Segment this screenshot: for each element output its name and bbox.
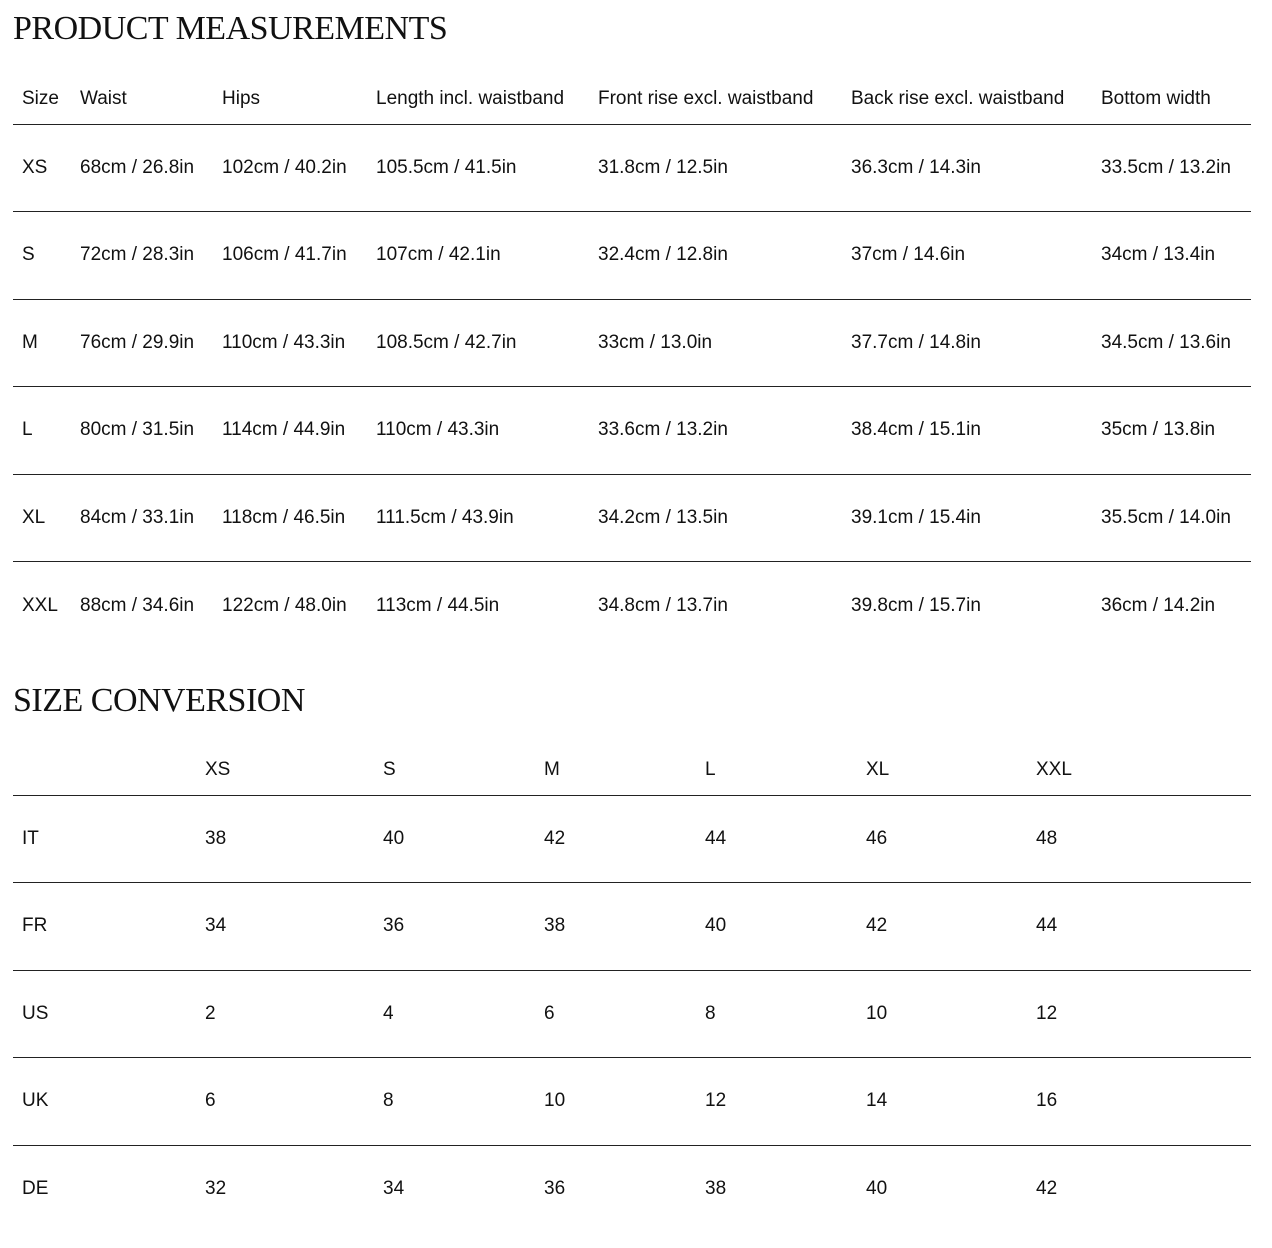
size-conversion-table <box>13 743 1251 1233</box>
xl-cell: 42 <box>857 883 1027 971</box>
back-rise-cell: 36.3cm / 14.3in <box>842 124 1092 212</box>
front-rise-cell: 31.8cm / 12.5in <box>589 124 842 212</box>
l-cell: 12 <box>696 1058 857 1146</box>
front-rise-cell: 33.6cm / 13.2in <box>589 387 842 475</box>
back-rise-cell: 39.8cm / 15.7in <box>851 594 981 616</box>
col-header-waist: Waist <box>71 72 213 124</box>
bottom-width-cell: 35cm / 13.8in <box>1092 387 1251 475</box>
size-cell: XXL <box>22 594 58 616</box>
col-header-back-rise: Back rise excl. waistband <box>842 72 1092 124</box>
table-row <box>13 299 1251 387</box>
length-cell: 113cm / 44.5in <box>376 594 500 616</box>
m-cell: 10 <box>535 1058 696 1146</box>
col-header-s: S <box>374 743 535 795</box>
xxl-cell: 12 <box>1027 970 1251 1058</box>
back-rise-cell: 37cm / 14.6in <box>842 212 1092 300</box>
bottom-width-cell: 36cm / 14.2in <box>1101 594 1216 616</box>
xs-cell: 38 <box>196 795 374 883</box>
size-cell: XL <box>13 474 71 562</box>
bottom-width-cell: 34cm / 13.4in <box>1092 212 1251 300</box>
col-header-front-rise: Front rise excl. waistband <box>589 72 842 124</box>
size-cell: M <box>13 299 71 387</box>
region-cell: US <box>13 970 196 1058</box>
region-cell: UK <box>13 1058 196 1146</box>
xxl-cell: 48 <box>1027 795 1251 883</box>
l-cell: 38 <box>705 1178 727 1199</box>
table-row <box>13 387 1251 475</box>
xxl-cell: 42 <box>1036 1178 1058 1199</box>
xl-cell: 40 <box>866 1178 888 1199</box>
back-rise-cell: 38.4cm / 15.1in <box>842 387 1092 475</box>
col-header-xs: XS <box>196 743 374 795</box>
front-rise-cell: 34.2cm / 13.5in <box>589 474 842 562</box>
hips-cell: 102cm / 40.2in <box>213 124 367 212</box>
length-cell: 111.5cm / 43.9in <box>367 474 589 562</box>
col-header-bottom-width: Bottom width <box>1092 72 1251 124</box>
conversion-header-row <box>13 743 1251 795</box>
xs-cell: 2 <box>196 970 374 1058</box>
s-cell: 40 <box>374 795 535 883</box>
xxl-cell: 16 <box>1027 1058 1251 1146</box>
length-cell: 107cm / 42.1in <box>367 212 589 300</box>
table-row <box>13 1145 1251 1233</box>
xs-cell: 32 <box>205 1178 227 1199</box>
bottom-width-cell: 34.5cm / 13.6in <box>1092 299 1251 387</box>
l-cell: 44 <box>696 795 857 883</box>
m-cell: 38 <box>535 883 696 971</box>
table-row <box>13 562 1251 650</box>
waist-cell: 84cm / 33.1in <box>71 474 213 562</box>
length-cell: 108.5cm / 42.7in <box>367 299 589 387</box>
col-header-hips: Hips <box>213 72 367 124</box>
m-cell: 6 <box>535 970 696 1058</box>
bottom-width-cell: 33.5cm / 13.2in <box>1092 124 1251 212</box>
region-cell: DE <box>22 1178 49 1199</box>
front-rise-cell: 34.8cm / 13.7in <box>598 594 728 616</box>
front-rise-cell: 33cm / 13.0in <box>589 299 842 387</box>
measurements-header-row <box>13 72 1251 124</box>
s-cell: 34 <box>383 1178 405 1199</box>
size-cell: XS <box>13 124 71 212</box>
xl-cell: 14 <box>857 1058 1027 1146</box>
s-cell: 4 <box>374 970 535 1058</box>
table-row <box>13 1058 1251 1146</box>
product-measurements-title: PRODUCT MEASUREMENTS <box>13 10 448 47</box>
table-row <box>13 883 1251 971</box>
product-measurements-table <box>13 72 1251 649</box>
s-cell: 36 <box>374 883 535 971</box>
col-header-xxl: XXL <box>1027 743 1251 795</box>
m-cell: 36 <box>544 1178 566 1199</box>
hips-cell: 118cm / 46.5in <box>213 474 367 562</box>
col-header-length: Length incl. waistband <box>367 72 589 124</box>
hips-cell: 114cm / 44.9in <box>213 387 367 475</box>
hips-cell: 122cm / 48.0in <box>222 594 347 616</box>
xl-cell: 46 <box>857 795 1027 883</box>
table-row <box>13 795 1251 883</box>
size-conversion-title: SIZE CONVERSION <box>13 682 305 719</box>
waist-cell: 80cm / 31.5in <box>71 387 213 475</box>
hips-cell: 106cm / 41.7in <box>213 212 367 300</box>
waist-cell: 72cm / 28.3in <box>71 212 213 300</box>
back-rise-cell: 37.7cm / 14.8in <box>842 299 1092 387</box>
col-header-xl: XL <box>857 743 1027 795</box>
region-cell: FR <box>13 883 196 971</box>
l-cell: 8 <box>696 970 857 1058</box>
col-header-size: Size <box>13 72 71 124</box>
waist-cell: 76cm / 29.9in <box>71 299 213 387</box>
length-cell: 105.5cm / 41.5in <box>367 124 589 212</box>
xs-cell: 34 <box>196 883 374 971</box>
size-cell: L <box>13 387 71 475</box>
xl-cell: 10 <box>857 970 1027 1058</box>
hips-cell: 110cm / 43.3in <box>213 299 367 387</box>
bottom-width-cell: 35.5cm / 14.0in <box>1092 474 1251 562</box>
front-rise-cell: 32.4cm / 12.8in <box>589 212 842 300</box>
col-header-m: M <box>535 743 696 795</box>
s-cell: 8 <box>374 1058 535 1146</box>
table-row <box>13 474 1251 562</box>
xxl-cell: 44 <box>1027 883 1251 971</box>
table-row <box>13 970 1251 1058</box>
size-cell: S <box>13 212 71 300</box>
l-cell: 40 <box>696 883 857 971</box>
region-cell: IT <box>13 795 196 883</box>
length-cell: 110cm / 43.3in <box>367 387 589 475</box>
m-cell: 42 <box>535 795 696 883</box>
col-header-l: L <box>696 743 857 795</box>
xs-cell: 6 <box>196 1058 374 1146</box>
waist-cell: 88cm / 34.6in <box>80 594 195 616</box>
back-rise-cell: 39.1cm / 15.4in <box>842 474 1092 562</box>
table-row <box>13 124 1251 212</box>
table-row <box>13 212 1251 300</box>
col-header-region <box>13 743 196 795</box>
waist-cell: 68cm / 26.8in <box>71 124 213 212</box>
